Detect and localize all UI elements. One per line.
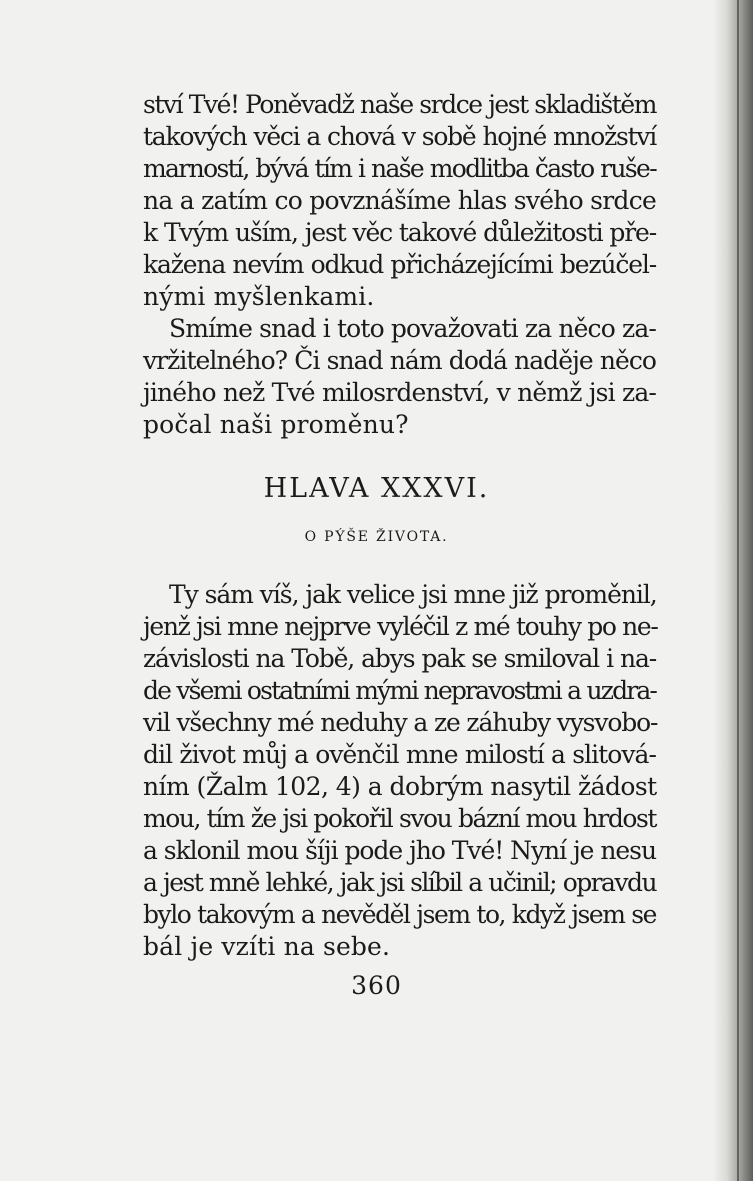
- paragraph-1-line-5: k Tvým uším, jest věc takové důležitosti pře-: [143, 218, 656, 247]
- paragraph-1-line-7: nými myšlenkami.: [143, 282, 375, 311]
- paragraph-2-line-1: Smíme snad i toto považovati za něco za-: [169, 314, 656, 343]
- chapter-subtitle: O PÝŠE ŽIVOTA.: [304, 529, 449, 545]
- page-edge-shadow: [713, 0, 753, 1181]
- paragraph-3-line-10: a jest mně lehké, jak jsi slíbil a učinil; opravdu: [143, 868, 656, 897]
- paragraph-1-line-3: marností, bývá tím i naše modlitba často ruše-: [143, 154, 656, 183]
- paragraph-3-line-6: dil život můj a ověnčil mne milostí a slitová-: [143, 740, 656, 769]
- paragraph-1-line-2: takových věci a chová v sobě hojné množství: [143, 122, 656, 151]
- paragraph-3-line-11: bylo takovým a nevěděl jsem to, když jsem se: [143, 900, 656, 929]
- paragraph-3-line-2: jenž jsi mne nejprve vyléčil z mé touhy po ne-: [143, 612, 658, 641]
- paragraph-2-line-4: počal naši proměnu?: [143, 410, 409, 439]
- paragraph-3-line-9: a sklonil mou šíji pode jho Tvé! Nyní je nesu: [143, 836, 656, 865]
- paragraph-3-line-1: Ty sám víš, jak velice jsi mne již proměnil,: [169, 580, 657, 609]
- paragraph-1-line-4: na a zatím co povznášíme hlas svého srdce: [143, 186, 656, 215]
- paragraph-2-line-3: jiného než Tvé milosrdenství, v němž jsi za-: [143, 378, 656, 407]
- page-edge-line: [737, 0, 739, 1181]
- paragraph-3-line-7: ním (Žalm 102, 4) a dobrým nasytil žádost: [143, 772, 657, 801]
- paragraph-2-line-2: vržitelného? Či snad nám dodá naděje něco: [143, 346, 656, 375]
- paragraph-1-line-6: kažena nevím odkud přicházejícími bezúčel-: [143, 250, 656, 279]
- paragraph-3-line-3: závislosti na Tobě, abys pak se smiloval i na-: [143, 644, 656, 673]
- paragraph-1-line-1: ství Tvé! Poněvadž naše srdce jest skladištěm: [143, 90, 656, 119]
- paragraph-3-line-5: vil všechny mé neduhy a ze záhuby vysvobo-: [143, 708, 658, 737]
- paragraph-3-line-8: mou, tím že jsi pokořil svou bázní mou hrdost: [143, 804, 656, 833]
- chapter-title: HLAVA XXXVI.: [263, 473, 490, 504]
- paragraph-3-line-12: bál je vzíti na sebe.: [143, 932, 391, 961]
- paragraph-3-line-4: de všemi ostatními mými nepravostmi a uzdra-: [143, 676, 656, 705]
- page-number: 360: [351, 971, 402, 1000]
